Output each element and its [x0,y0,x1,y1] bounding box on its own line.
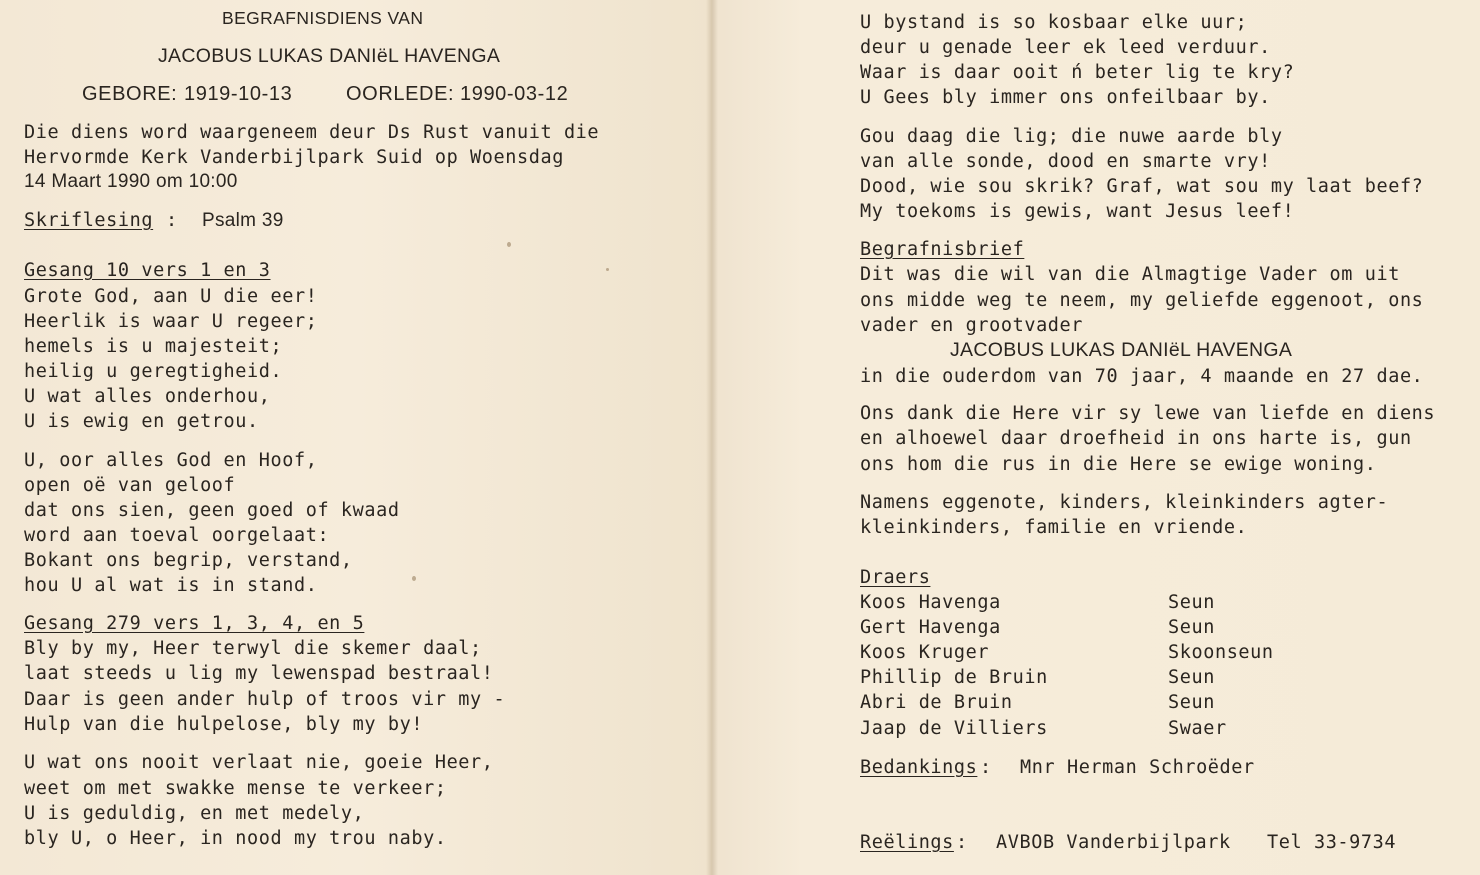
hymn-line: weet om met swakke mense te verkeer; [24,778,447,799]
bearer-name: Koos Kruger [860,642,990,663]
arrangements-colon: : [956,832,968,853]
born-label: GEBORE: [82,83,178,105]
deceased-name: JACOBUS LUKAS DANIëL HAVENGA [158,45,501,67]
notice-line: vader en grootvader [860,315,1084,336]
hymn-line: laat steeds u lig my lewenspad bestraal! [24,663,494,684]
bearer-name: Koos Havenga [860,592,1001,613]
notice-deceased-name: JACOBUS LUKAS DANIëL HAVENGA [950,339,1293,361]
paper-speck [412,576,416,581]
service-date-line: 14 Maart 1990 om 10:00 [24,171,238,192]
bearer-relation: Seun [1168,692,1215,713]
bearer-relation: Seun [1168,592,1215,613]
service-line: Die diens word waargeneem deur Ds Rust vanuit die [24,122,600,143]
bearer-relation: Seun [1168,667,1215,688]
hymn-line: Waar is daar ooit ń beter lig te kry? [860,62,1295,83]
notice-signoff-line: kleinkinders, familie en vriende. [860,517,1248,538]
arrangements-value: AVBOB Vanderbijlpark [996,832,1231,853]
thanks-label: Bedankings [860,757,978,778]
bearer-relation: Skoonseun [1168,642,1274,663]
service-title: BEGRAFNISDIENS VAN [222,8,424,28]
hymn-line: van alle sonde, dood en smarte vry! [860,151,1271,172]
hymn-line: My toekoms is gewis, want Jesus leef! [860,201,1295,222]
reading-label: Skriflesing [24,210,154,231]
paper-speck [606,268,609,271]
hymn-line: U wat alles onderhou, [24,386,271,407]
died-label: OORLEDE: [346,83,455,105]
bearer-relation: Swaer [1168,718,1227,739]
notice-thanks-line: en alhoewel daar droefheid in ons harte is, gun [860,428,1412,449]
hymn-line: bly U, o Heer, in nood my trou naby. [24,828,447,849]
hymn-heading: Gesang 279 vers 1, 3, 4, en 5 [24,613,365,634]
died-date: 1990-03-12 [460,83,569,105]
arrangements-tel: Tel 33-9734 [1267,832,1397,853]
bearer-name: Gert Havenga [860,617,1001,638]
notice-signoff-line: Namens eggenote, kinders, kleinkinders agter- [860,492,1389,513]
paper-speck [507,242,511,247]
service-line: Hervormde Kerk Vanderbijlpark Suid op Woensdag [24,147,564,168]
notice-line: ons midde weg te neem, my geliefde eggenoot, ons [860,290,1424,311]
hymn-line: U, oor alles God en Hoof, [24,450,318,471]
hymn-line: heilig u geregtigheid. [24,361,283,382]
hymn-line: U is ewig en getrou. [24,411,259,432]
thanks-value: Mnr Herman Schroëder [1020,757,1255,778]
hymn-line: Heerlik is waar U regeer; [24,311,318,332]
bearer-relation: Seun [1168,617,1215,638]
hymn-line: U bystand is so kosbaar elke uur; [860,12,1248,33]
arrangements-label: Reëlings [860,832,954,853]
born-date: 1919-10-13 [184,83,293,105]
hymn-line: word aan toeval oorgelaat: [24,525,330,546]
bearer-name: Jaap de Villiers [860,718,1048,739]
notice-thanks-line: ons hom die rus in die Here se ewige woning. [860,454,1377,475]
hymn-heading: Gesang 10 vers 1 en 3 [24,260,271,281]
hymn-line: Grote God, aan U die eer! [24,286,318,307]
hymn-line: Bokant ons begrip, verstand, [24,550,353,571]
notice-thanks-line: Ons dank die Here vir sy lewe van liefde en diens [860,403,1436,424]
hymn-line: U Gees bly immer ons onfeilbaar by. [860,87,1271,108]
hymn-line: U is geduldig, en met medely, [24,803,365,824]
hymn-line: U wat ons nooit verlaat nie, goeie Heer, [24,752,494,773]
hymn-line: Bly by my, Heer terwyl die skemer daal; [24,638,482,659]
hymn-line: hou U al wat is in stand. [24,575,318,596]
thanks-colon: : [980,757,992,778]
page-fold [706,0,718,875]
hymn-line: Dood, wie sou skrik? Graf, wat sou my laat beef? [860,176,1424,197]
bearer-name: Abri de Bruin [860,692,1013,713]
hymn-line: dat ons sien, geen goed of kwaad [24,500,400,521]
bearers-heading: Draers [860,567,931,588]
hymn-line: deur u genade leer ek leed verduur. [860,37,1271,58]
reading-value: Psalm 39 [202,210,284,231]
notice-line: Dit was die wil van die Almagtige Vader om uit [860,264,1400,285]
reading-colon: : [166,210,178,231]
notice-heading: Begrafnisbrief [860,239,1025,260]
hymn-line: Hulp van die hulpelose, bly my by! [24,714,424,735]
hymn-line: Daar is geen ander hulp of troos vir my - [24,689,506,710]
hymn-line: hemels is u majesteit; [24,336,283,357]
bearer-name: Phillip de Bruin [860,667,1048,688]
hymn-line: open oë van geloof [24,475,236,496]
notice-age-line: in die ouderdom van 70 jaar, 4 maande en 27 dae. [860,366,1424,387]
hymn-line: Gou daag die lig; die nuwe aarde bly [860,126,1283,147]
